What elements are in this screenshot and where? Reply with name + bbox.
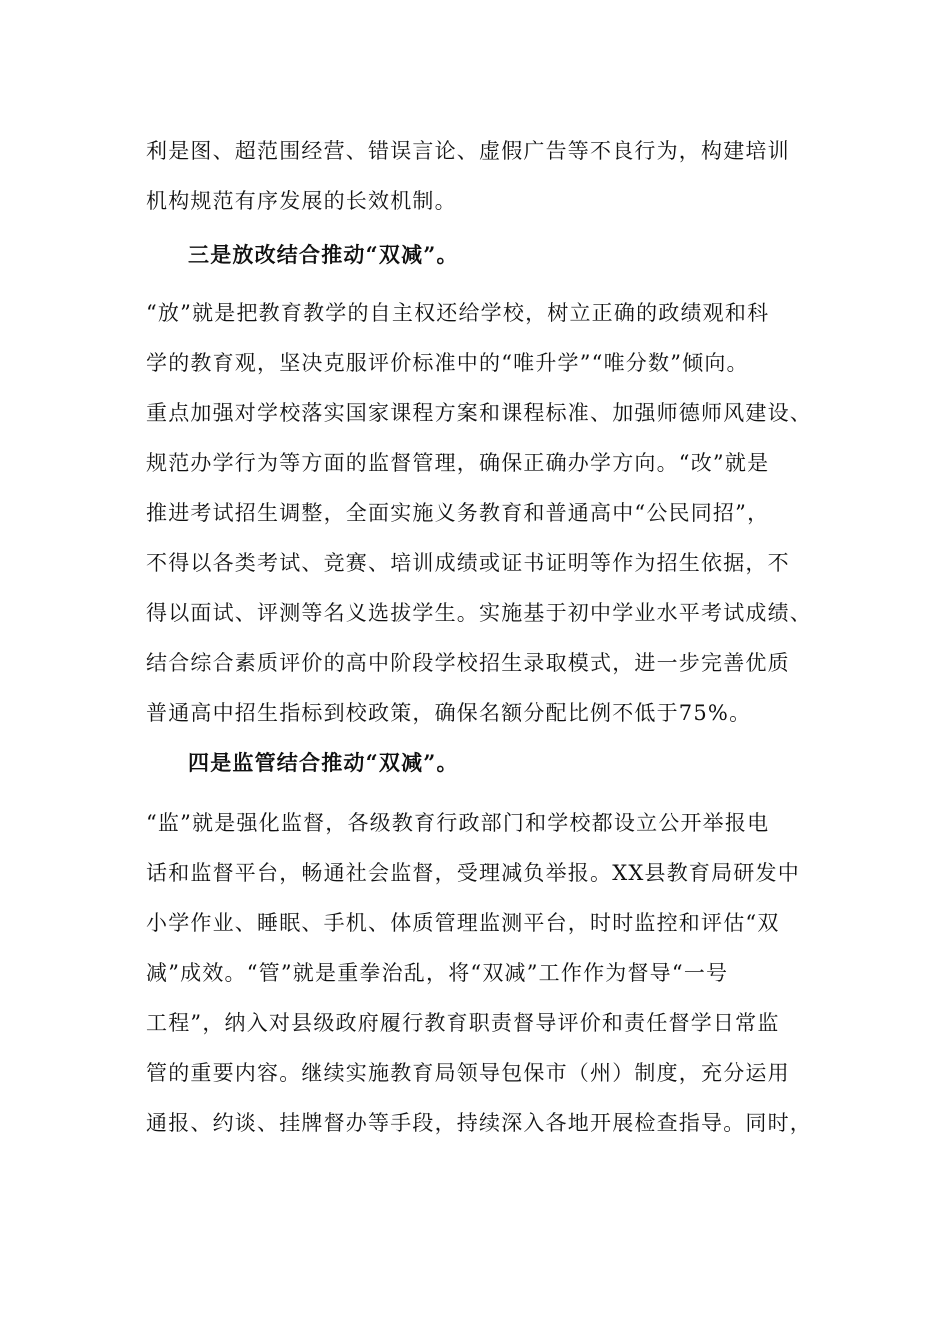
paragraph-line: 小学作业、睡眠、手机、体质管理监测平台，时时监控和评估“双: [146, 911, 780, 935]
paragraph-line: 得以面试、评测等名义选拔学生。实施基于初中学业水平考试成绩、: [146, 601, 812, 625]
section-heading-3: 三是放改结合推动“双减”。: [188, 242, 459, 267]
paragraph-line: 利是图、超范围经营、错误言论、虚假广告等不良行为，构建培训: [146, 139, 790, 163]
section-heading-4: 四是监管结合推动“双减”。: [188, 750, 459, 775]
paragraph-line: 学的教育观，坚决克服评价标准中的“唯升学”“唯分数”倾向。: [146, 351, 749, 375]
paragraph-line: “监”就是强化监督，各级教育行政部门和学校都设立公开举报电: [146, 811, 770, 835]
paragraph-line: 重点加强对学校落实国家课程方案和课程标准、加强师德师风建设、: [146, 401, 812, 425]
paragraph-line: 话和监督平台，畅通社会监督，受理减负举报。XX县教育局研发中: [146, 861, 800, 885]
paragraph-line: 减”成效。“管”就是重拳治乱，将“双减”工作作为督导“一号: [146, 961, 729, 985]
paragraph-line: 管的重要内容。继续实施教育局领导包保市（州）制度，充分运用: [146, 1061, 790, 1085]
paragraph-line: 通报、约谈、挂牌督办等手段，持续深入各地开展检查指导。同时，: [146, 1111, 812, 1135]
paragraph-line: 规范办学行为等方面的监督管理，确保正确办学方向。“改”就是: [146, 451, 770, 475]
paragraph-line: 结合综合素质评价的高中阶段学校招生录取模式，进一步完善优质: [146, 651, 790, 675]
paragraph-line: 不得以各类考试、竞赛、培训成绩或证书证明等作为招生依据，不: [146, 551, 790, 575]
paragraph-line: 普通高中招生指标到校政策，确保名额分配比例不低于75%。: [146, 701, 752, 725]
paragraph-line: 机构规范有序发展的长效机制。: [146, 189, 457, 213]
paragraph-line: 工程”，纳入对县级政府履行教育职责督导评价和责任督学日常监: [146, 1011, 780, 1035]
paragraph-line: 推进考试招生调整，全面实施义务教育和普通高中“公民同招”，: [146, 501, 770, 525]
paragraph-line: “放”就是把教育教学的自主权还给学校，树立正确的政绩观和科: [146, 301, 770, 325]
